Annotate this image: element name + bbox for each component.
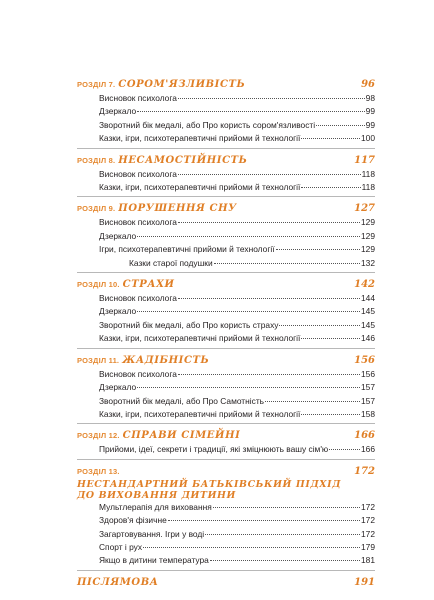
- chapter-title-group: [77, 277, 175, 292]
- chapter-title-group: [77, 353, 209, 368]
- chapter-number: РОЗДІЛ 8.: [77, 155, 116, 165]
- toc-entry[interactable]: [99, 368, 375, 381]
- entry-title: Висновок психолога: [99, 168, 177, 179]
- dot-leader: [301, 187, 360, 188]
- toc-entry[interactable]: [99, 230, 375, 243]
- chapter-section: [77, 428, 375, 459]
- toc-entry[interactable]: [99, 541, 375, 554]
- chapter-number: РОЗДІЛ 12.: [77, 431, 120, 441]
- dot-leader: [301, 414, 360, 415]
- chapter-title: ПОРУШЕННЯ СНУ: [118, 203, 237, 215]
- chapter-title: СТРАХИ: [122, 279, 175, 291]
- toc-entry[interactable]: [99, 243, 375, 256]
- chapter-heading[interactable]: [77, 575, 375, 590]
- toc-entry[interactable]: [99, 395, 375, 408]
- dot-leader: [205, 534, 360, 535]
- toc-entry[interactable]: [99, 292, 375, 305]
- entry-page-number: 129: [361, 217, 375, 228]
- dot-leader: [210, 560, 360, 561]
- dot-leader: [279, 325, 360, 326]
- entry-title: Ігри, психотерапевтичні прийоми й технології: [99, 244, 275, 255]
- entry-page-number: 158: [361, 408, 375, 419]
- chapter-heading[interactable]: [77, 464, 375, 501]
- entry-page-number: 100: [361, 133, 375, 144]
- entry-page-number: 99: [365, 119, 375, 130]
- toc-entry[interactable]: [99, 119, 375, 132]
- toc-entry[interactable]: [99, 92, 375, 105]
- entry-title: Якщо в дитини температура: [99, 555, 209, 566]
- dot-leader: [178, 98, 365, 99]
- entry-page-number: 157: [361, 382, 375, 393]
- entry-page-number: 166: [361, 444, 375, 455]
- chapter-heading[interactable]: [77, 153, 375, 168]
- chapter-page-number: 127: [354, 203, 375, 215]
- entry-title: Казки, ігри, психотерапевтичні прийоми й технології: [99, 333, 301, 344]
- entry-title: Казки, ігри, психотерапевтичні прийоми й технології: [99, 408, 301, 419]
- entry-title: Висновок психолога: [99, 368, 177, 379]
- chapter-heading[interactable]: [77, 277, 375, 292]
- entry-title: Зворотний бік медалі, або Про Самотність: [99, 395, 265, 406]
- toc-entry[interactable]: [99, 168, 375, 181]
- toc-entry[interactable]: [99, 528, 375, 541]
- entry-page-number: 181: [361, 555, 375, 566]
- chapter-page-number: 156: [354, 354, 375, 366]
- entry-page-number: 157: [361, 395, 375, 406]
- chapter-title: НЕСАМОСТІЙНІСТЬ: [118, 154, 248, 166]
- chapter-number: РОЗДІЛ 7.: [77, 80, 116, 89]
- dot-leader: [137, 387, 360, 388]
- entry-page-number: 129: [361, 230, 375, 241]
- entry-title: Зворотний бік медалі, або Про користь страху: [99, 319, 279, 330]
- entry-page-number: 172: [361, 501, 375, 512]
- toc-entry[interactable]: [99, 305, 375, 318]
- entry-list: [99, 216, 375, 270]
- dot-leader: [316, 125, 365, 126]
- entry-title: Висновок психолога: [99, 293, 177, 304]
- chapter-page-number: 96: [361, 79, 375, 90]
- entry-title: Спорт і рух: [99, 541, 143, 552]
- toc-entry[interactable]: [99, 105, 375, 118]
- toc-entry[interactable]: [99, 501, 375, 514]
- chapter-number: РОЗДІЛ 9.: [77, 204, 116, 214]
- entry-title: Загартовування. Ігри у воді: [99, 528, 205, 539]
- entry-title: Казки, ігри, психотерапевтичні прийоми й технології: [99, 182, 301, 193]
- entry-list: [99, 168, 375, 195]
- toc-entry[interactable]: [99, 332, 375, 345]
- toc-entry[interactable]: [99, 554, 375, 567]
- chapter-title: НЕСТАНДАРТНИЙ БАТЬКІВСЬКИЙ ПІДХІД ДО ВИХОВАННЯ ДИТИНИ: [77, 478, 342, 501]
- toc-entry[interactable]: [99, 216, 375, 229]
- chapter-title: СОРОМ'ЯЗЛИВІСТЬ: [118, 79, 246, 90]
- entry-list: [99, 92, 375, 146]
- chapter-heading[interactable]: [77, 353, 375, 368]
- chapter-number: РОЗДІЛ 10.: [77, 280, 120, 290]
- chapter-heading[interactable]: [77, 77, 375, 92]
- chapter-section: [77, 353, 375, 425]
- chapter-title-group: [77, 464, 354, 501]
- entry-title: Казки старої подушки: [129, 257, 213, 268]
- chapter-page-number: 166: [354, 430, 375, 442]
- chapter-heading[interactable]: [77, 201, 375, 216]
- dot-leader: [213, 507, 360, 508]
- entry-title: Дзеркало: [99, 230, 137, 241]
- dot-leader: [301, 138, 360, 139]
- chapter-section: [77, 575, 375, 592]
- entry-title: Дзеркало: [99, 382, 137, 393]
- entry-title: Прийоми, ідеї, секрети і традиції, які зміцнюють вашу сім'ю: [99, 444, 329, 455]
- chapter-section: [77, 77, 375, 149]
- entry-page-number: 172: [361, 515, 375, 526]
- entry-page-number: 146: [361, 333, 375, 344]
- chapter-number: РОЗДІЛ 11.: [77, 355, 120, 365]
- dot-leader: [137, 311, 360, 312]
- toc-entry[interactable]: [99, 381, 375, 394]
- chapter-page-number: 172: [354, 465, 375, 477]
- entry-page-number: 118: [361, 168, 375, 179]
- entry-title: Зворотний бік медалі, або Про користь сором'язливості: [99, 119, 316, 130]
- chapter-title-group: [77, 575, 159, 590]
- entry-page-number: 99: [365, 106, 375, 117]
- toc-entry[interactable]: [99, 257, 375, 270]
- dot-leader: [137, 111, 365, 112]
- entry-list: [99, 368, 375, 422]
- chapter-section: [77, 277, 375, 349]
- entry-page-number: 145: [361, 319, 375, 330]
- entry-page-number: 118: [361, 182, 375, 193]
- chapter-number: РОЗДІЛ 13.: [77, 466, 120, 476]
- entry-title: Дзеркало: [99, 106, 137, 117]
- dot-leader: [265, 401, 360, 402]
- chapter-title-group: [77, 428, 240, 443]
- chapter-page-number: 191: [354, 576, 375, 588]
- dot-leader: [329, 449, 360, 450]
- entry-title: Висновок психолога: [99, 217, 177, 228]
- dot-leader: [178, 374, 360, 375]
- entry-page-number: 132: [361, 257, 375, 268]
- chapter-section: [77, 201, 375, 273]
- chapter-title-group: [77, 201, 237, 216]
- dot-leader: [178, 174, 361, 175]
- toc-entry[interactable]: [99, 514, 375, 527]
- entry-page-number: 98: [365, 93, 375, 103]
- toc-entry[interactable]: [99, 181, 375, 194]
- entry-list: [99, 292, 375, 346]
- dot-leader: [178, 298, 360, 299]
- dot-leader: [137, 236, 360, 237]
- entry-list: [99, 443, 375, 456]
- table-of-contents: [77, 77, 375, 596]
- entry-title: Мультлерапія для виховання: [99, 501, 212, 512]
- chapter-heading[interactable]: [77, 428, 375, 443]
- chapter-section: [77, 153, 375, 198]
- dot-leader: [178, 222, 360, 223]
- entry-list: [99, 501, 375, 568]
- toc-entry[interactable]: [99, 319, 375, 332]
- entry-page-number: 156: [361, 368, 375, 379]
- entry-page-number: 179: [361, 541, 375, 552]
- dot-leader: [168, 520, 360, 521]
- dot-leader: [143, 547, 360, 548]
- chapter-title-group: [77, 77, 245, 92]
- entry-page-number: 172: [361, 528, 375, 539]
- entry-page-number: 129: [361, 244, 375, 255]
- chapter-title: ЖАДІБНІСТЬ: [122, 354, 210, 366]
- entry-title: Дзеркало: [99, 306, 137, 317]
- chapter-section: [77, 464, 375, 571]
- chapter-title: СПРАВИ СІМЕЙНІ: [122, 430, 241, 442]
- chapter-page-number: 117: [354, 154, 375, 166]
- entry-title: Висновок психолога: [99, 93, 177, 103]
- chapter-title: ПІСЛЯМОВА: [77, 576, 159, 588]
- chapter-page-number: 142: [354, 279, 375, 291]
- entry-page-number: 144: [361, 293, 375, 304]
- entry-title: Здоров'я фізичне: [99, 515, 167, 526]
- chapter-title-group: [77, 153, 248, 168]
- toc-entry[interactable]: [99, 132, 375, 145]
- dot-leader: [214, 263, 360, 264]
- toc-entry[interactable]: [99, 443, 375, 456]
- dot-leader: [301, 338, 360, 339]
- entry-page-number: 145: [361, 306, 375, 317]
- dot-leader: [276, 249, 360, 250]
- toc-entry[interactable]: [99, 408, 375, 421]
- entry-title: Казки, ігри, психотерапевтичні прийоми й технології: [99, 133, 301, 144]
